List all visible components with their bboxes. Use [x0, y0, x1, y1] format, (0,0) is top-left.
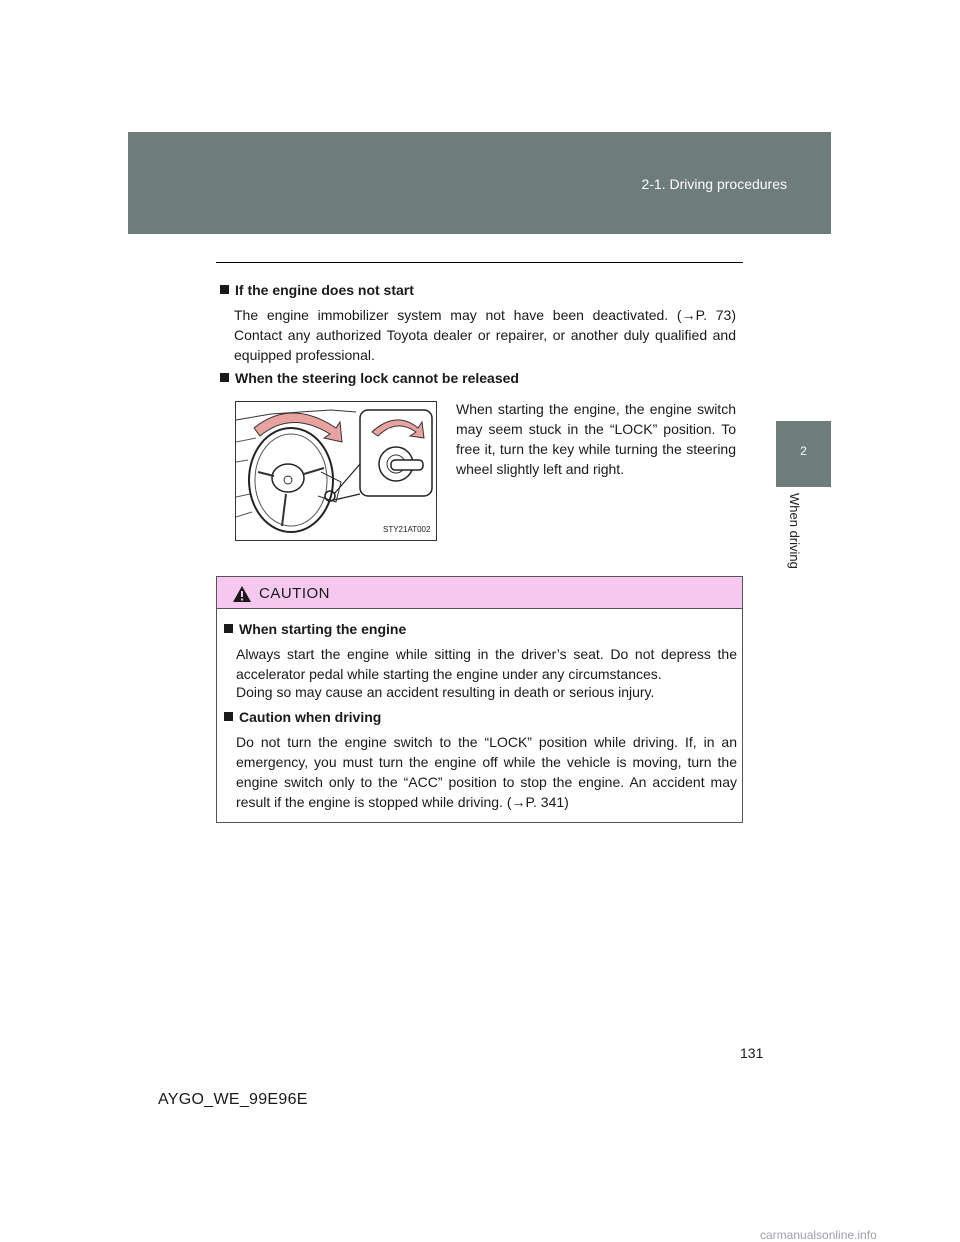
- chapter-number: 2: [800, 444, 807, 458]
- chapter-label: When driving: [787, 493, 802, 569]
- header-band: [128, 132, 831, 234]
- section-title: 2-1. Driving procedures: [641, 176, 787, 192]
- steering-lock-diagram: [236, 402, 436, 540]
- section-text-steering-lock: When starting the engine, the engine switch may seem stuck in the “LOCK” position. To free it, turn the key while turning the steering wheel slightly left and right.: [456, 401, 736, 477]
- section-text-engine-not-start: The engine immobilizer system may not have been deactivated. (→P. 73) Contact any authorized Toyota dealer or repairer, or another duly qualified and equipped professional.: [234, 307, 736, 363]
- top-rule: [216, 262, 743, 263]
- square-bullet-icon: [220, 285, 229, 294]
- caution-box: [216, 576, 743, 823]
- caution-text-starting: Always start the engine while sitting in the driver’s seat. Do not depress the accelerator pedal while starting the engine under any circumstances.: [236, 646, 737, 682]
- caution-text-starting-consequence: Doing so may cause an accident resulting in death or serious injury.: [236, 684, 655, 700]
- caution-header: [217, 577, 742, 609]
- caution-title: CAUTION: [259, 585, 330, 602]
- section-heading-steering-lock: When the steering lock cannot be released: [220, 370, 519, 386]
- square-bullet-icon: [220, 373, 229, 382]
- watermark: carmanualsonline.info: [760, 1228, 877, 1242]
- document-code: AYGO_WE_99E96E: [158, 1091, 308, 1108]
- chapter-tab[interactable]: [776, 421, 831, 487]
- section-heading-engine-not-start: If the engine does not start: [220, 282, 414, 298]
- caution-text-driving: Do not turn the engine switch to the “LOCK” position while driving. If, in an emergency, you must turn the engine off while the vehicle is moving, turn the engine switch only to the “ACC” position to stop the engine. An accident may result if the engine is stopped while driving. (→P. 341): [236, 734, 737, 810]
- steering-wheel-illustration: [235, 401, 437, 541]
- caution-heading-driving: Caution when driving: [224, 709, 381, 725]
- illustration-code: STY21AT002: [383, 525, 431, 534]
- square-bullet-icon: [224, 712, 233, 721]
- caution-heading-starting: When starting the engine: [224, 621, 406, 637]
- page-number: 131: [740, 1045, 764, 1061]
- square-bullet-icon: [224, 624, 233, 633]
- warning-triangle-icon: [232, 585, 252, 603]
